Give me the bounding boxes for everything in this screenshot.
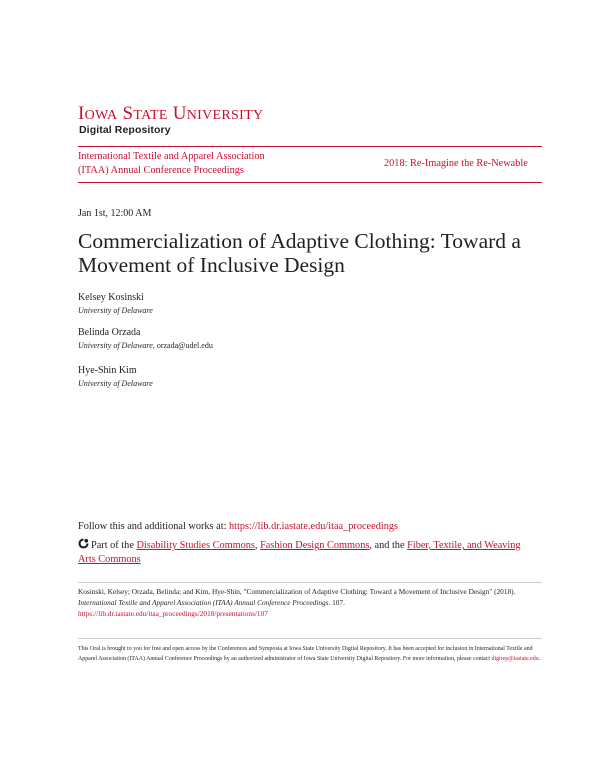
conference-series-link[interactable]	[78, 150, 265, 178]
notice-rule	[78, 638, 542, 639]
repository-name: Digital Repository	[79, 124, 171, 136]
proceedings-link[interactable]: https://lib.dr.iastate.edu/itaa_proceedings	[229, 521, 399, 532]
logo-text: TATE	[133, 108, 168, 123]
author-affiliation: University of Delaware	[78, 379, 153, 388]
part-of-line	[78, 538, 538, 567]
separator: , and the	[369, 540, 405, 551]
commons-network-icon	[78, 538, 89, 549]
author-affiliation: University of Delaware	[78, 306, 153, 315]
part-of-prefix: Part of the	[91, 540, 134, 551]
logo-letter: I	[78, 103, 85, 124]
header-bottom-rule	[78, 182, 542, 183]
author-email[interactable]: orzada@udel.edu	[156, 341, 213, 350]
citation-text: Kosinski, Kelsey; Orzada, Belinda; and Kim, Hye-Shin, "Commercialization of Adaptive Clothing: Toward a Movement of Inclusive Design" (2018).	[78, 587, 516, 596]
paper-title: Commercialization of Adaptive Clothing: Toward a Movement of Inclusive Design	[78, 229, 521, 277]
author-name: Hye-Shin Kim	[78, 365, 137, 376]
author-affiliation: University of Delaware, orzada@udel.edu	[78, 341, 213, 350]
affiliation-text: University of Delaware	[78, 341, 153, 350]
logo-letter: U	[172, 103, 187, 124]
contact-email-link[interactable]: digirep@iastate.edu	[491, 656, 539, 662]
citation-number: . 107.	[328, 598, 345, 607]
citation-rule	[78, 582, 542, 583]
access-notice	[78, 644, 548, 664]
conference-series-line1: International Textile and Apparel Association	[78, 151, 265, 162]
author-name: Kelsey Kosinski	[78, 292, 144, 303]
citation-url[interactable]: https://lib.dr.iastate.edu/itaa_proceedings/2018/presentations/107	[78, 609, 268, 618]
header-top-rule	[78, 146, 542, 147]
fiber-textile-link[interactable]: Fiber, Textile, and Weaving Arts Commons	[78, 540, 521, 565]
disability-studies-link[interactable]: Disability Studies Commons	[136, 540, 255, 551]
author-name: Belinda Orzada	[78, 327, 141, 338]
notice-end: .	[538, 656, 541, 662]
university-logo	[78, 104, 263, 126]
logo-text: NIVERSITY	[186, 108, 264, 123]
separator: ,	[254, 540, 258, 551]
conference-series-line2: (ITAA) Annual Conference Proceedings	[78, 165, 244, 176]
follow-text: Follow this and additional works at:	[78, 521, 227, 532]
citation-journal: International Textile and Apparel Association (ITAA) Annual Conference Proceedings	[78, 598, 329, 607]
author-block	[78, 291, 153, 317]
logo-text: OWA	[84, 108, 118, 123]
author-block	[78, 364, 153, 390]
follow-line	[78, 521, 398, 532]
author-block	[78, 326, 213, 352]
notice-text: This Oral is brought to you for free and open access by the Conferences and Symposia at Iowa State University Digital Repository. It has been accepted for inclusion in International Textile and Apparel Association (ITAA) Annual Conference Proceedings by an authorized administrator of Iowa State University Digital Repository. For more information, please contact	[78, 646, 533, 662]
citation-block	[78, 586, 548, 619]
publication-date: Jan 1st, 12:00 AM	[78, 208, 152, 219]
logo-letter: S	[122, 103, 134, 124]
fashion-design-link[interactable]: Fashion Design Commons	[260, 540, 370, 551]
conference-year-link[interactable]: 2018: Re-Imagine the Re-Newable	[384, 158, 528, 169]
